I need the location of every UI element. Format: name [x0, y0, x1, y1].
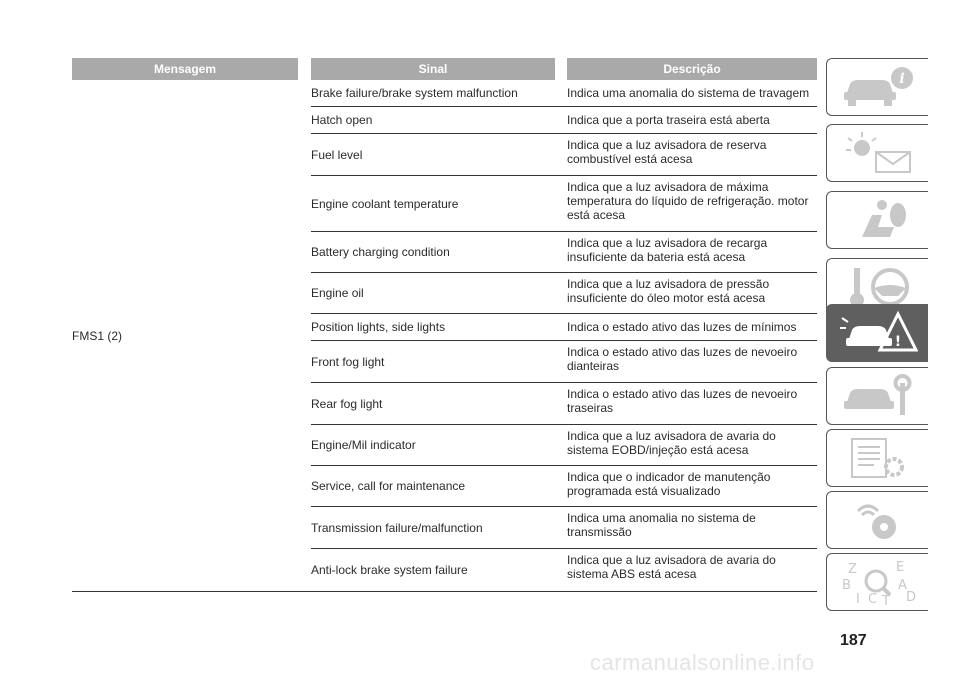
- warning-lights-message-icon: [838, 130, 918, 176]
- tab-index[interactable]: [826, 553, 928, 611]
- signal-cell: Position lights, side lights: [311, 320, 446, 334]
- table-row: [311, 341, 817, 383]
- table-row: [311, 134, 817, 176]
- description-cell: Indica que a luz avisadora de reserva combustível está acesa: [567, 138, 767, 166]
- description-cell: Indica que a luz avisadora de pressão insuficiente do óleo motor está acesa: [567, 277, 770, 305]
- description-cell: Indica que a luz avisadora de avaria do sistema ABS está acesa: [567, 553, 776, 581]
- table-row: [311, 314, 817, 341]
- description-cell: Indica o estado ativo das luzes de nevoeiro dianteiras: [567, 345, 798, 373]
- signal-cell: Fuel level: [311, 147, 363, 162]
- message-cell: FMS1 (2): [72, 328, 123, 343]
- description-cell: Indica uma anomalia do sistema de travagem: [567, 86, 810, 100]
- table-row: [311, 176, 817, 232]
- table-header: [72, 58, 817, 80]
- index-letter: D: [905, 590, 916, 605]
- table-row: [311, 273, 817, 314]
- header-signal: Sinal: [311, 58, 555, 80]
- car-wrench-icon: [838, 373, 918, 419]
- index-letter: B: [841, 578, 851, 593]
- header-message: Mensagem: [72, 58, 298, 80]
- signal-cell: Transmission failure/malfunction: [311, 520, 483, 535]
- warning-messages-table: [72, 58, 817, 592]
- car-info-icon: [838, 64, 918, 110]
- tab-warning-lights[interactable]: [826, 124, 928, 182]
- table-row: [311, 383, 817, 425]
- signal-cell: Engine oil: [311, 286, 364, 300]
- table-row: [311, 549, 817, 591]
- document-gear-icon: [838, 435, 918, 481]
- table-row: [311, 107, 817, 134]
- svg-text:i: i: [898, 71, 905, 87]
- tab-warning-lights-messages[interactable]: [826, 304, 928, 362]
- car-hazard-icon: [838, 310, 918, 356]
- alphabetical-index-icon: [838, 559, 918, 605]
- description-cell: Indica o estado ativo das luzes de mínimos: [567, 320, 797, 334]
- header-description: Descrição: [567, 58, 817, 80]
- table-row: [311, 466, 817, 507]
- table-row: [311, 80, 817, 107]
- index-letter: A: [897, 578, 907, 593]
- signal-cell: Hatch open: [311, 113, 373, 127]
- index-letter: T: [881, 594, 890, 605]
- tab-technical-data[interactable]: [826, 429, 928, 487]
- tab-emergency[interactable]: [826, 367, 928, 425]
- index-letter: Z: [847, 562, 857, 577]
- description-cell: Indica que a luz avisadora de avaria do sistema EOBD/injeção está acesa: [567, 429, 776, 457]
- signal-cell: Engine coolant temperature: [311, 196, 459, 211]
- description-cell: Indica que a luz avisadora de recarga insuficiente da bateria está acesa: [567, 236, 768, 264]
- signal-cell: Rear fog light: [311, 396, 383, 411]
- description-cell: Indica que a luz avisadora de máxima temperatura do líquido de refrigeração. motor está acesa: [567, 180, 809, 222]
- signal-rows: [311, 80, 817, 591]
- multimedia-music-icon: [838, 497, 918, 543]
- signal-cell: Front fog light: [311, 354, 385, 369]
- signal-cell: Engine/Mil indicator: [311, 438, 416, 452]
- description-cell: Indica que o indicador de manutenção programada está visualizado: [567, 470, 771, 498]
- signal-cell: Battery charging condition: [311, 245, 450, 259]
- watermark: carmanualsonline.info: [590, 650, 815, 675]
- description-cell: Indica que a porta traseira está aberta: [567, 113, 770, 127]
- table-body: [72, 80, 817, 592]
- airbag-seat-icon: [838, 197, 918, 243]
- description-cell: Indica uma anomalia no sistema de transmissão: [567, 511, 756, 539]
- index-letter: C: [867, 592, 877, 605]
- signal-cell: Brake failure/brake system malfunction: [311, 86, 518, 100]
- page-number: 187: [840, 632, 867, 649]
- description-cell: Indica o estado ativo das luzes de nevoeiro traseiras: [567, 387, 798, 415]
- index-letter: I: [855, 592, 860, 605]
- tab-safety[interactable]: [826, 191, 928, 249]
- tab-multimedia[interactable]: [826, 491, 928, 549]
- table-row: [311, 232, 817, 273]
- tab-car-info[interactable]: [826, 58, 928, 116]
- signal-cell: Anti-lock brake system failure: [311, 563, 468, 577]
- table-row: [311, 507, 817, 549]
- signal-cell: Service, call for maintenance: [311, 479, 466, 493]
- table-row: [311, 425, 817, 466]
- index-letter: E: [895, 560, 904, 575]
- svg-text:!: !: [894, 334, 901, 350]
